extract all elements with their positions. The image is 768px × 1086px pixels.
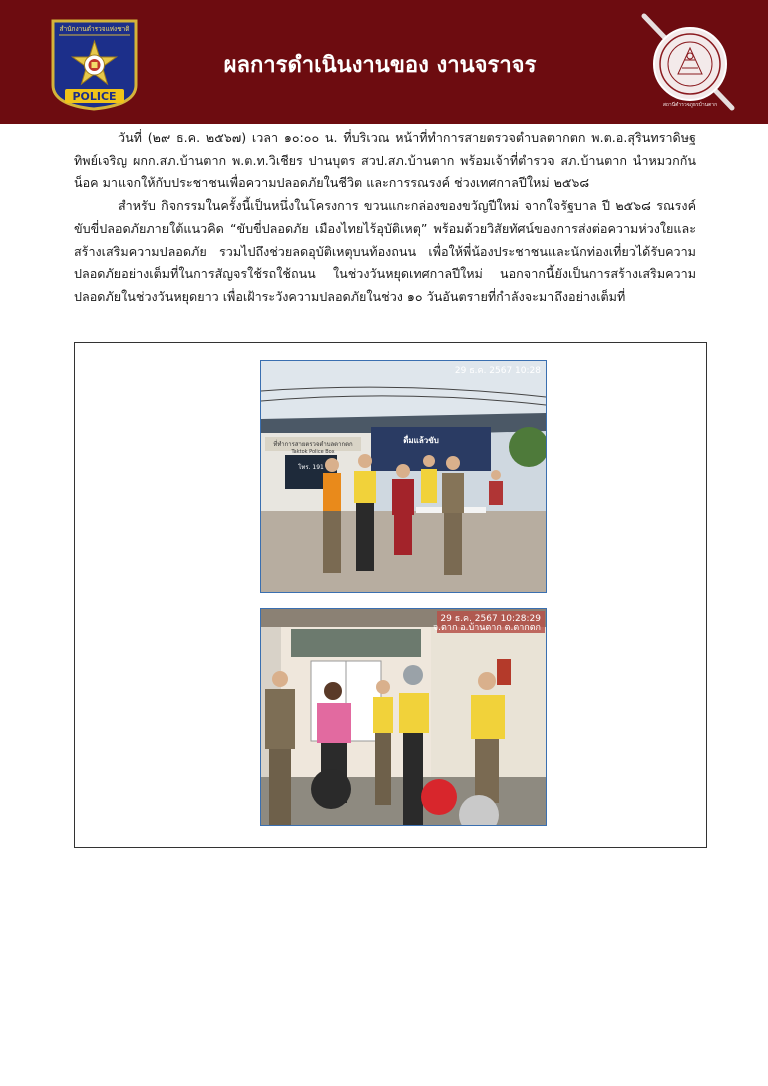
police-badge-logo (47, 15, 142, 111)
header-banner (0, 0, 768, 124)
svg-text:Taktok Police Box: Taktok Police Box (291, 449, 335, 455)
station-seal-logo (640, 12, 736, 112)
svg-text:สำนักงานตำรวจแห่งชาติ: สำนักงานตำรวจแห่งชาติ (59, 25, 130, 33)
photo-frame (74, 342, 707, 848)
event-photo-1 (260, 360, 547, 593)
svg-text:29 ธ.ค. 2567 10:28:29: 29 ธ.ค. 2567 10:28:29 (440, 614, 541, 624)
svg-text:จ.ตาก อ.บ้านตาก ต.ตากตก: จ.ตาก อ.บ้านตาก ต.ตากตก (432, 623, 541, 633)
svg-text:29 ธ.ค. 2567 10:28: 29 ธ.ค. 2567 10:28 (454, 366, 541, 376)
article-body (74, 127, 696, 309)
svg-text:POLICE: POLICE (72, 90, 117, 103)
paragraph-1: วันที่ (๒๙ ธ.ค. ๒๕๖๗) เวลา ๑๐:๐๐ น. ที่บริเวณ หน้าที่ทำการสายตรวจตำบลตากตก พ.ต.อ.สุรินทราดิษฐ ทิพย์เจริญ ผกก.สภ.บ้านตาก พ.ต.ท.วิเชียร ปานบุตร สวป.สภ.บ้านตาก พร้อมเจ้าที่ตำรวจ สภ.บ้านตาก นำหมวกกันน็อค มาแจกให้กับประชาชนเพื่อความปลอดภัยในชีวิต และการรณรงค์ ช่วงเทศกาลปีใหม่ ๒๕๖๘ (74, 130, 696, 191)
svg-text:ดื่มแล้วขับ: ดื่มแล้วขับ (403, 436, 439, 445)
svg-text:ที่ทำการสายตรวจตำบลตากตก: ที่ทำการสายตรวจตำบลตากตก (273, 441, 353, 448)
page-title: ผลการดำเนินงานของ งานจราจร (223, 53, 537, 78)
event-photo-2 (260, 608, 547, 826)
svg-text:สถานีตำรวจภูธรบ้านตาก: สถานีตำรวจภูธรบ้านตาก (662, 102, 718, 108)
paragraph-2: สำหรับ กิจกรรมในครั้งนี้เป็นหนึ่งในโครงการ ขวนแกะกล่องของขวัญปีใหม่ จากใจรัฐบาล ปี ๒๕๖๘ รณรงค์ขับขี่ปลอดภัยภายใต้แนวคิด “ขับขี่ปลอดภัย เมืองไทยไร้อุบัติเหตุ” พร้อมด้วยวิสัยทัศน์ของการส่งต่อความห่วงใยและสร้างเสริมความปลอดภัย รวมไปถึงช่วยลดอุบัติเหตุบนท้องถนน เพื่อให้พี่น้องประชาชนและนักท่องเที่ยวได้รับความปลอดภัยอย่างเต็มที่ในการสัญจรใช้รถใช้ถนน ในช่วงวันหยุดเทศกาลปีใหม่ นอกจากนี้ยังเป็นการสร้างเสริมความปลอดภัยในช่วงวันหยุดยาว เพื่อเฝ้าระวังความปลอดภัยในช่วง ๑๐ วันอันตรายที่กำลังจะมาถึงอย่างเต็มที่ (74, 198, 696, 304)
svg-text:โทร. 191: โทร. 191 (298, 464, 324, 471)
